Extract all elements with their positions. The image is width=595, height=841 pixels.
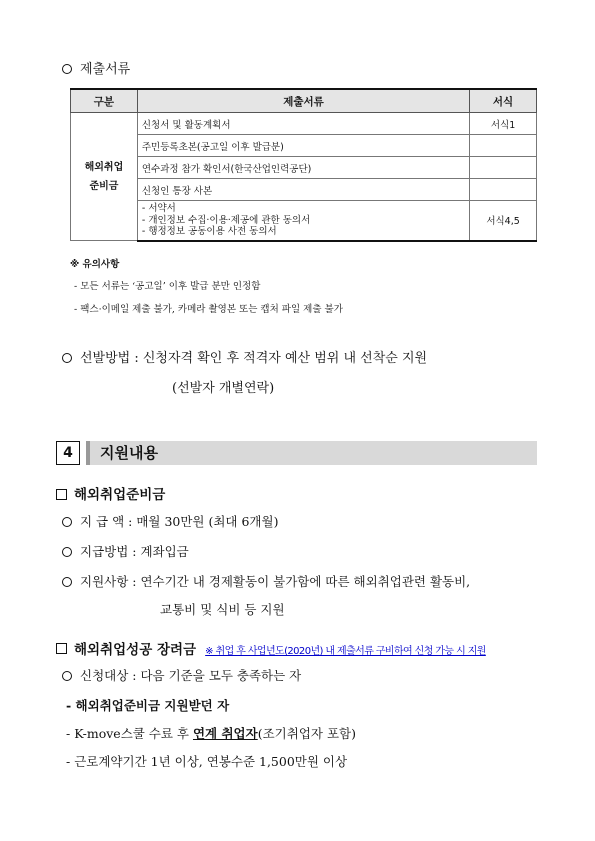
doc-cell: 신청인 통장 사본: [137, 179, 469, 201]
header-documents: 제출서류: [137, 89, 469, 113]
form-cell: 서식1: [470, 113, 537, 135]
prep-item-continuation: 교통비 및 식비 등 지원: [160, 602, 285, 617]
square-bullet-icon: [56, 643, 67, 654]
header-form: 서식: [470, 89, 537, 113]
section-title: 지원내용: [90, 441, 537, 465]
circle-bullet-icon: [62, 517, 72, 527]
docs-heading: 제출서류: [62, 58, 130, 77]
section-number: 4: [56, 441, 80, 465]
square-bullet-icon: [56, 489, 67, 500]
criterion-2: - K-move스쿨 수료 후 연계 취업자(조기취업자 포함): [66, 726, 356, 741]
selection-note: (선발자 개별연락): [172, 381, 275, 396]
prep-item-support: 지원사항 : 연수기간 내 경제활동이 불가함에 따른 해외취업관련 활동비,: [62, 572, 470, 590]
form-cell: [470, 135, 537, 157]
table-row: [71, 179, 537, 201]
doc-cell: 주민등록초본(공고일 이후 발급분): [137, 135, 469, 157]
table-row: [71, 113, 537, 135]
selection-method: 선발방법 : 신청자격 확인 후 적격자 예산 범위 내 선착순 지원: [62, 347, 427, 366]
success-target: 신청대상 : 다음 기준을 모두 충족하는 자: [62, 666, 301, 684]
notice-item: - 팩스·이메일 제출 불가, 카메라 촬영본 또는 캡처 파일 제출 불가: [74, 304, 343, 315]
criterion-3: - 근로계약기간 1년 이상, 연봉수준 1,500만원 이상: [66, 754, 348, 769]
doc-cell: 연수과정 참가 확인서(한국산업인력공단): [137, 157, 469, 179]
circle-bullet-icon: [62, 547, 72, 557]
success-note: ※ 취업 후 사업년도(2020년) 내 제출서류 구비하여 신청 가능 시 지원: [205, 646, 486, 657]
documents-table: [70, 88, 537, 242]
doc-cell: - 서약서 - 개인정보 수집·이용·제공에 관한 동의서 - 행정정보 공동이용 사전 동의서: [137, 201, 469, 241]
success-heading: 해외취업성공 장려금 ※ 취업 후 사업년도(2020년) 내 제출서류 구비하여 신청 가능 시 지원: [56, 638, 486, 658]
circle-bullet-icon: [62, 577, 72, 587]
table-row: [71, 201, 537, 241]
category-cell: 해외취업 준비금: [71, 113, 138, 241]
form-cell: [470, 157, 537, 179]
doc-cell: 신청서 및 활동계획서: [137, 113, 469, 135]
circle-bullet-icon: [62, 353, 72, 363]
notice-item: - 모든 서류는 ‘공고일’ 이후 발급 분만 인정함: [74, 281, 261, 292]
circle-bullet-icon: [62, 671, 72, 681]
table-row: [71, 135, 537, 157]
form-cell: [470, 179, 537, 201]
prep-item-amount: 지 급 액 : 매월 30만원 (최대 6개월): [62, 512, 278, 530]
header-category: 구분: [71, 89, 138, 113]
criterion-1: - 해외취업준비금 지원받던 자: [66, 698, 230, 713]
table-row: [71, 157, 537, 179]
prep-item-method: 지급방법 : 계좌입금: [62, 542, 189, 560]
notice-title: ※ 유의사항: [70, 259, 120, 270]
table-header-row: [71, 89, 537, 113]
form-cell: 서식4,5: [470, 201, 537, 241]
criterion-2-emphasis: 연계 취업자: [192, 726, 258, 741]
circle-bullet-icon: [62, 64, 72, 74]
prep-heading: 해외취업준비금: [56, 483, 165, 503]
